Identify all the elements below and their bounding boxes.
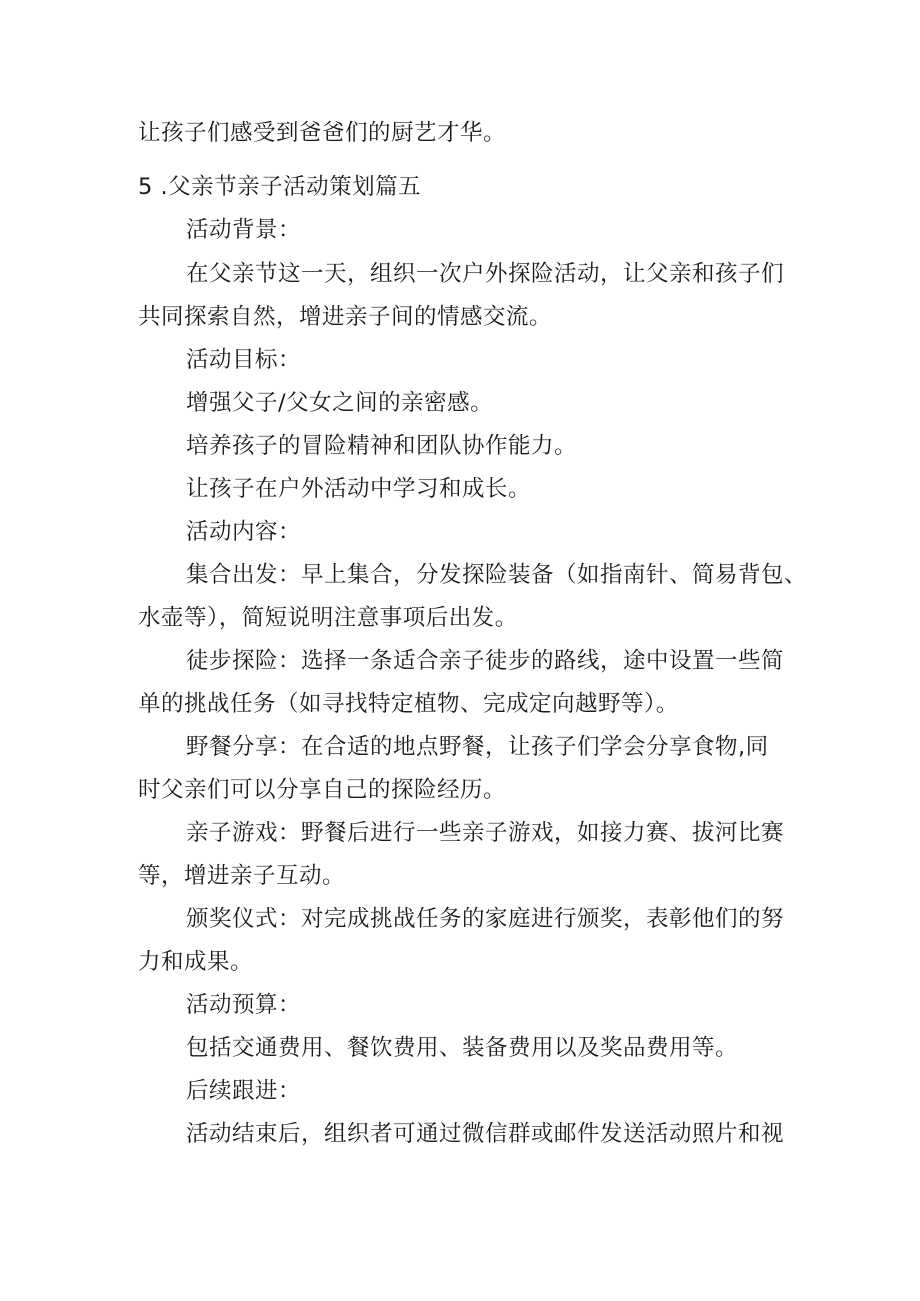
background-label: 活动背景： — [186, 217, 302, 243]
content-label: 活动内容： — [186, 519, 302, 545]
background-text-line2: 共同探索自然，增进亲子间的情感交流。 — [138, 304, 553, 330]
hike-line2: 单的挑战任务（如寻找特定植物、完成定向越野等）。 — [138, 691, 679, 717]
gather-line2: 水壶等），简短说明注意事项后出发。 — [138, 605, 518, 631]
goals-label: 活动目标： — [186, 347, 302, 373]
award-line1: 颁奖仪式：对完成挑战任务的家庭进行颁奖，表彰他们的努 — [186, 906, 785, 932]
hike-line1: 徒步探险：选择一条适合亲子徒步的路线，途中设置一些简 — [186, 648, 785, 674]
budget-text: 包括交通费用、餐饮费用、装备费用以及奖品费用等。 — [186, 1035, 739, 1061]
gather-line1: 集合出发：早上集合，分发探险装备（如指南针、简易背包、 — [186, 562, 808, 588]
followup-label: 后续跟进： — [186, 1078, 302, 1104]
goal-item-1: 增强父子/父女之间的亲密感。 — [186, 390, 494, 416]
budget-label: 活动预算： — [186, 992, 302, 1018]
games-line1: 亲子游戏：野餐后进行一些亲子游戏，如接力赛、拔河比赛 — [186, 820, 785, 846]
award-line2: 力和成果。 — [138, 949, 254, 975]
goal-item-3: 让孩子在户外活动中学习和成长。 — [186, 476, 532, 502]
games-line2: 等，增进亲子互动。 — [138, 863, 346, 889]
section-title: 5 .父亲节亲子活动策划篇五 — [138, 174, 422, 200]
carry-over-line: 让孩子们感受到爸爸们的厨艺才华。 — [138, 120, 507, 146]
goal-item-2: 培养孩子的冒险精神和团队协作能力。 — [186, 433, 578, 459]
picnic-line1: 野餐分享：在合适的地点野餐，让孩子们学会分享食物,同 — [186, 734, 769, 760]
background-text-line1: 在父亲节这一天，组织一次户外探险活动，让父亲和孩子们 — [186, 261, 785, 287]
followup-text: 活动结束后，组织者可通过微信群或邮件发送活动照片和视 — [186, 1121, 785, 1147]
picnic-line2: 时父亲们可以分享自己的探险经历。 — [138, 777, 507, 803]
